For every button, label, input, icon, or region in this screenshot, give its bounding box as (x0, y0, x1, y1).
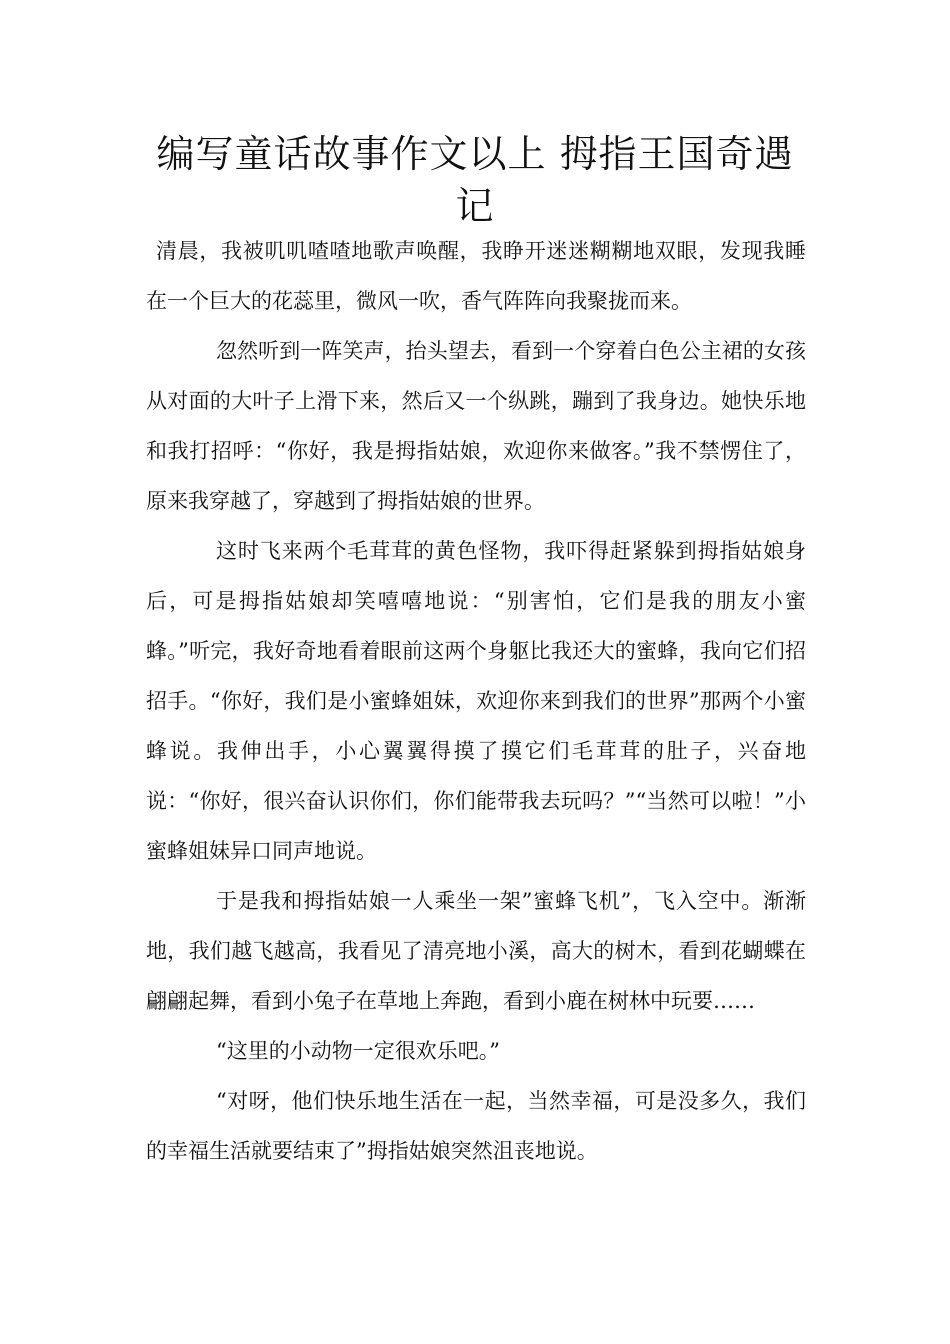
paragraph-2: 忽然听到一阵笑声，抬头望去，看到一个穿着白色公主裙的女孩从对面的大叶子上滑下来，然后又一个纵跳，蹦到了我身边。她快乐地和我打招呼：“你好，我是拇指姑娘，欢迎你来做客。”我不禁愣住了，原来我穿越了，穿越到了拇指姑娘的世界。 (146, 339, 806, 513)
paragraph-5: “这里的小动物一定很欢乐吧。” (216, 1039, 500, 1063)
paragraph-3: 这时飞来两个毛茸茸的黄色怪物，我吓得赶紧躲到拇指姑娘身后，可是拇指姑娘却笑嘻嘻地说：“别害怕，它们是我的朋友小蜜蜂。”听完，我好奇地看着眼前这两个身躯比我还大的蜜蜂，我向它们招招手。“你好，我们是小蜜蜂姐妹，欢迎你来到我们的世界”那两个小蜜蜂说。我伸出手，小心翼翼得摸了摸它们毛茸茸的肚子，兴奋地说：“你好，很兴奋认识你们，你们能带我去玩吗？”“当然可以啦！”小蜜蜂姐妹异口同声地说。 (146, 539, 806, 863)
document-title: 编写童话故事作文以上 拇指王国奇遇记 (156, 132, 794, 228)
document-body (146, 226, 806, 1176)
paragraph-6: “对呀，他们快乐地生活在一起，当然幸福，可是没多久，我们的幸福生活就要结束了”拇指姑娘突然沮丧地说。 (146, 1089, 806, 1163)
paragraph-1: 清晨，我被叽叽喳喳地歌声唤醒，我睁开迷迷糊糊地双眼，发现我睡在一个巨大的花蕊里，微风一吹，香气阵阵向我聚拢而来。 (146, 239, 806, 313)
paragraph-4: 于是我和拇指姑娘一人乘坐一架”蜜蜂飞机”，飞入空中。渐渐地，我们越飞越高，我看见了清亮地小溪，高大的树木，看到花蝴蝶在翩翩起舞，看到小兔子在草地上奔跑，看到小鹿在树林中玩要…… (146, 889, 806, 1013)
